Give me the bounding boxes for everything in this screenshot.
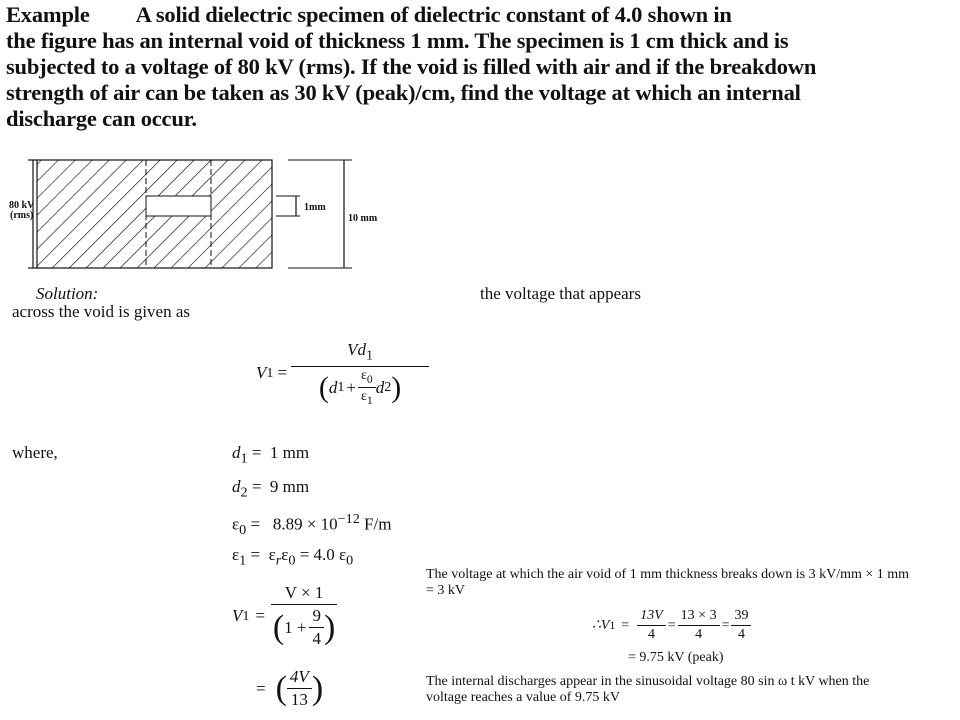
where-label: where, <box>12 443 58 462</box>
formula-numerator-sub: 1 <box>365 347 374 364</box>
problem-line-1 <box>6 2 956 28</box>
specimen-figure <box>0 150 380 280</box>
right-line-1: The voltage at which the air void of 1 mm thickness breaks down is 3 kV/mm × 1 mm <box>426 567 910 582</box>
den-eps0-sub: 0 <box>366 373 373 387</box>
problem-text-1: A solid dielectric specimen of dielectric constant of 4.0 shown in <box>135 2 732 27</box>
v1-result-numerator: 4V <box>287 667 312 689</box>
problem-statement <box>6 2 956 132</box>
v1-symbol: V <box>232 606 243 625</box>
v1-result-denominator: 13 <box>290 690 308 709</box>
den-eps0: ε <box>361 368 367 384</box>
right-line-2: = 3 kV <box>426 583 466 598</box>
eq-frac2-num: 13 × 3 <box>678 608 720 626</box>
den-eps1: ε <box>361 389 367 405</box>
problem-line-2: the figure has an internal void of thickness 1 mm. The specimen is 1 cm thick and is <box>6 28 789 53</box>
solution-intro-right: the voltage that appears <box>480 284 641 303</box>
eps1-sub: 1 <box>239 552 247 569</box>
eq-lhs: ∴V <box>592 617 610 633</box>
d2-value: 9 mm <box>269 477 310 496</box>
d2-definition: $d_2 = 9$ mm <box>232 477 310 501</box>
right-result: = 9.75 kV (peak) <box>628 650 724 665</box>
formula-numerator: Vd <box>347 340 366 359</box>
eps0-unit: F/m <box>359 514 392 534</box>
problem-line-4: strength of air can be taken as 30 kV (peak)/cm, find the voltage at which an internal <box>6 80 801 105</box>
specimen-thickness-label: 10 mm <box>348 213 378 224</box>
d1-sub: 1 <box>240 450 248 467</box>
eq-frac1-num: 13V <box>637 608 666 626</box>
v1-den-frac-den: 4 <box>312 629 321 648</box>
d2-symbol: d <box>232 477 241 496</box>
air-void <box>146 196 211 216</box>
eps1-zero-sub: 0 <box>288 552 296 569</box>
right-equation: ∴V 1 = $\frac{13V}{4}$ = $\frac{13 \times 3}{4}$ = $\frac{39}{4}$ <box>592 608 753 643</box>
v1-den-frac-num: 9 <box>309 606 324 628</box>
eq-frac2-den: 4 <box>695 627 703 642</box>
example-label: Example <box>6 2 90 27</box>
main-formula: V 1 = $Vd_1$ ( d 1 + $\frac{\varepsilon_0}{\varepsilon_1}$ d 2 ) <box>256 340 429 407</box>
eq-frac3-num: 39 <box>731 608 751 626</box>
formula-lhs-sub: 1 <box>266 364 274 381</box>
eq-frac1-den: 4 <box>647 627 655 642</box>
eps0-exponent: −12 <box>337 511 360 527</box>
d1-definition: $d_1 = 1$ mm <box>232 443 310 467</box>
problem-line-5: discharge can occur. <box>6 106 197 131</box>
v1-result: = ( $\frac{4V}{13}$ ) <box>256 667 324 709</box>
voltage-label: 80 kV <box>9 200 35 211</box>
den-d2-sub: 2 <box>384 379 392 396</box>
eq-lhs-sub: 1 <box>609 618 616 632</box>
right-line-4: voltage reaches a value of 9.75 kV <box>426 690 620 705</box>
d2-sub: 2 <box>240 484 248 501</box>
eps1-value: = 4.0 ε <box>295 545 347 564</box>
v1-sub: 1 <box>242 607 250 624</box>
den-d1: d <box>328 377 338 397</box>
d1-symbol: d <box>232 443 241 462</box>
eps1-eps: ε <box>281 545 289 564</box>
eps0-sub: 0 <box>239 522 247 539</box>
solution-intro-left: across the void is given as <box>12 302 190 321</box>
den-d2: d <box>375 377 385 397</box>
eq-frac3-den: 4 <box>737 627 745 642</box>
eps0-value: 8.89 × 10 <box>272 514 338 534</box>
v1-formula: V 1 = V × 1 ( 1 + $\frac{9}{4}$ ) <box>232 583 336 648</box>
problem-line-3: subjected to a voltage of 80 kV (rms). If the void is filled with air and if the breakdown <box>6 54 817 79</box>
eps0-symbol: ε <box>232 514 240 534</box>
eps0-definition: $\varepsilon_0 = 8.89 \times 10^{-12}$ F/m <box>232 511 392 539</box>
eps1-epsr: ε <box>268 545 276 564</box>
formula-lhs: V <box>256 363 267 383</box>
void-thickness-label: 1mm <box>304 202 326 213</box>
eps1-zero-sub-2: 0 <box>346 552 354 569</box>
eps1-definition: $\varepsilon_1 = \varepsilon_r\varepsilon_0 = 4.0$ $\varepsilon_0$ <box>232 545 354 569</box>
den-eps1-sub: 1 <box>366 393 373 407</box>
voltage-rms-label: (rms) <box>10 210 34 221</box>
den-d1-sub: 1 <box>337 379 345 396</box>
main-fraction: $Vd_1$ ( d 1 + $\frac{\varepsilon_0}{\varepsilon_1}$ d 2 ) <box>291 340 429 407</box>
v1-den-one: 1 + <box>284 617 307 637</box>
d1-value: 1 mm <box>269 443 310 462</box>
v1-numerator: V × 1 <box>271 583 337 605</box>
eps1-r-sub: r <box>275 552 282 569</box>
eps1-symbol: ε <box>232 545 240 564</box>
solution-label: Solution: <box>36 284 99 303</box>
right-line-3: The internal discharges appear in the sinusoidal voltage 80 sin ω t kV when the <box>426 674 870 689</box>
